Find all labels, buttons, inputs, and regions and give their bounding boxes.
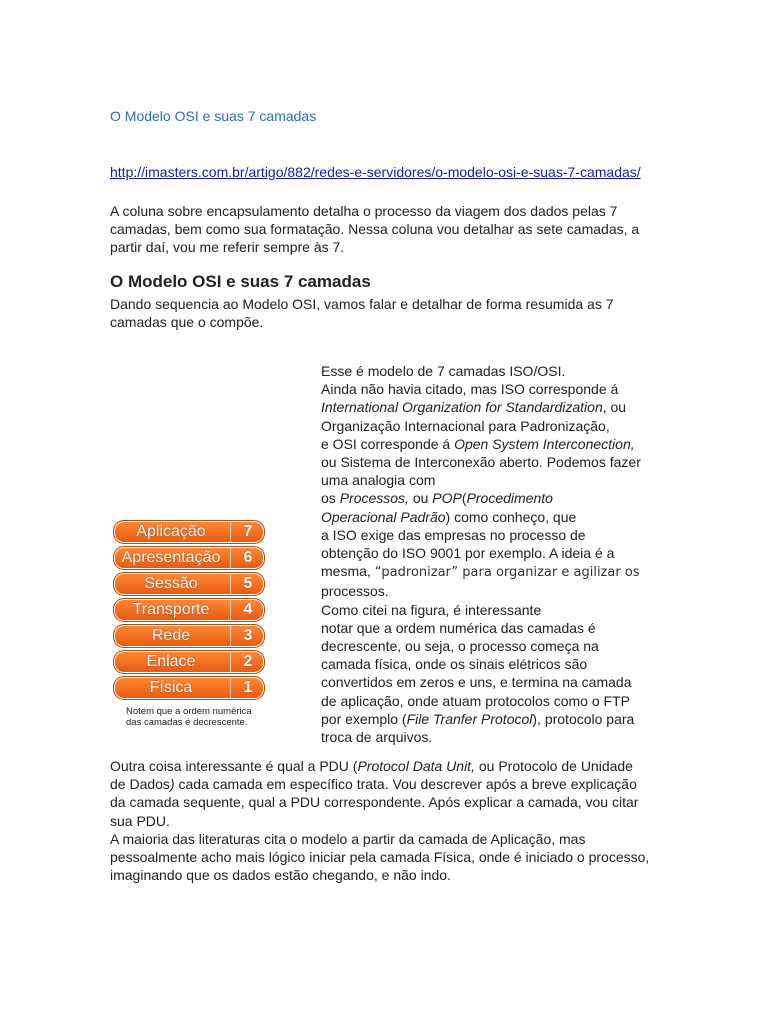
text-line: decrescente, ou seja, o processo começa na	[321, 638, 599, 655]
caption-line: das camadas é decrescente.	[126, 717, 248, 728]
osi-layer-name: Enlace	[146, 653, 196, 670]
osi-layer-3	[113, 624, 265, 648]
osi-layers-figure	[110, 520, 270, 730]
text-fragment: mesma,	[321, 563, 375, 580]
text-line	[321, 508, 661, 526]
osi-explanation-column	[321, 362, 661, 746]
text-line: sua PDU.	[110, 812, 170, 829]
text-fragment: os	[321, 490, 340, 507]
text-line	[321, 435, 661, 453]
osi-layer-2	[113, 650, 265, 674]
text-line: obtenção do ISO 9001 por exemplo. A ideia é a	[321, 545, 615, 562]
osi-layer-number: 7	[230, 521, 265, 543]
section-title: O Modelo OSI e suas 7 camadas	[110, 272, 371, 291]
text-fragment: ), protocolo para	[532, 710, 635, 727]
source-link[interactable]: http://imasters.com.br/artigo/882/redes-e-servidores/o-modelo-osi-e-suas-7-camadas/	[110, 164, 641, 180]
text-fragment: Outra coisa interessante é qual a PDU (	[110, 758, 358, 774]
text-fragment: , ou	[602, 399, 627, 416]
osi-layer-6	[113, 546, 265, 570]
text-line	[321, 398, 661, 416]
text-line: processos.	[321, 583, 389, 600]
text-line: convertidos em zeros e uns, e termina na camada	[321, 674, 632, 691]
pop-expansion: Procedimento	[466, 490, 553, 507]
text-line	[321, 710, 661, 728]
text-line	[321, 489, 661, 507]
osi-layer-name: Física	[149, 679, 193, 696]
text-line: ou Sistema de Interconexão aberto. Podemos fazer	[321, 454, 641, 471]
osi-layer-number: 3	[230, 625, 265, 647]
pdu-paragraph	[110, 757, 670, 884]
text-line: Organização Internacional para Padronização,	[321, 417, 610, 434]
text-line	[321, 562, 661, 582]
text-line: Esse é modelo de 7 camadas ISO/OSI.	[321, 363, 566, 379]
text-line: pessoalmente acho mais lógico iniciar pela camada Física, onde é iniciado o processo,	[110, 849, 650, 866]
osi-layer-4	[113, 598, 265, 622]
osi-layer-name: Rede	[151, 627, 191, 644]
top-heading: O Modelo OSI e suas 7 camadas	[110, 108, 317, 124]
text-fragment: ou	[408, 490, 433, 507]
osi-layer-1	[113, 676, 265, 700]
ftp-term: File Tranfer Protocol	[406, 710, 533, 727]
text-fragment: (	[461, 490, 467, 507]
text-line: de aplicação, onde atuam protocolos como o FTP	[321, 692, 630, 709]
text-line: Ainda não havia citado, mas ISO corresponde á	[321, 381, 619, 398]
text-fragment: cada camada em específico trata. Vou descrever após a breve explicação	[174, 776, 637, 793]
osi-layer-number: 1	[230, 677, 265, 699]
osi-layer-number: 2	[230, 651, 265, 673]
caption-line: Notem que a ordem numérica	[126, 706, 252, 717]
iso-term: International Organization for Standardization	[321, 399, 603, 416]
text-line: camada física, onde os sinais elétricos são	[321, 656, 588, 673]
pop-expansion: Operacional Padrão	[321, 508, 446, 525]
lead-paragraph: Dando sequencia ao Modelo OSI, vamos falar e detalhar de forma resumida as 7 camadas que o compõe.	[110, 296, 614, 330]
text-fragment: )	[169, 776, 175, 793]
osi-layer-name: Sessão	[144, 575, 198, 592]
osi-layer-7	[113, 520, 265, 544]
text-fragment: e OSI corresponde á	[321, 435, 455, 452]
text-line: uma analogia com	[321, 472, 436, 489]
text-line: a ISO exige das empresas no processo de	[321, 526, 586, 543]
text-fragment: “padronizar” para organizar e agilizar os	[374, 565, 640, 581]
osi-layer-number: 4	[230, 599, 265, 621]
osi-layer-5	[113, 572, 265, 596]
text-line	[110, 757, 670, 775]
osi-layer-number: 5	[230, 573, 265, 595]
intro-paragraph: A coluna sobre encapsulamento detalha o processo da viagem dos dados pelas 7 camadas, bem como sua formatação. Nessa coluna vou detalhar as sete camadas, a partir daí, vou me referir sempre às 7.	[110, 203, 640, 255]
text-line: notar que a ordem numérica das camadas é	[321, 619, 596, 636]
text-fragment: por exemplo (	[321, 710, 407, 727]
osi-layer-name: Transporte	[132, 601, 210, 618]
osi-figure-caption	[126, 706, 276, 728]
text-fragment: de Dados	[110, 776, 170, 793]
text-fragment: ou Protocolo de Unidade	[474, 758, 633, 774]
osi-layer-name: Aplicação	[136, 523, 206, 540]
text-line	[110, 775, 670, 793]
osi-layer-number: 6	[230, 547, 265, 569]
processos-term: Processos,	[339, 490, 409, 507]
text-line: Como citei na figura, é interessante	[321, 601, 542, 618]
pdu-term: Protocol Data Unit,	[357, 758, 475, 774]
text-line: imaginando que os dados estão chegando, e não indo.	[110, 867, 451, 884]
osi-term: Open System Interconection,	[454, 435, 635, 452]
pop-term: POP	[432, 490, 462, 507]
text-fragment: ) como conheço, que	[445, 508, 577, 525]
text-line: A maioria das literaturas cita o modelo a partir da camada de Aplicação, mas	[110, 830, 586, 847]
osi-layer-name: Apresentação	[121, 549, 221, 566]
text-line: troca de arquivos.	[321, 729, 433, 746]
text-line: da camada sequente, qual a PDU correspondente. Após explicar a camada, vou citar	[110, 794, 639, 811]
